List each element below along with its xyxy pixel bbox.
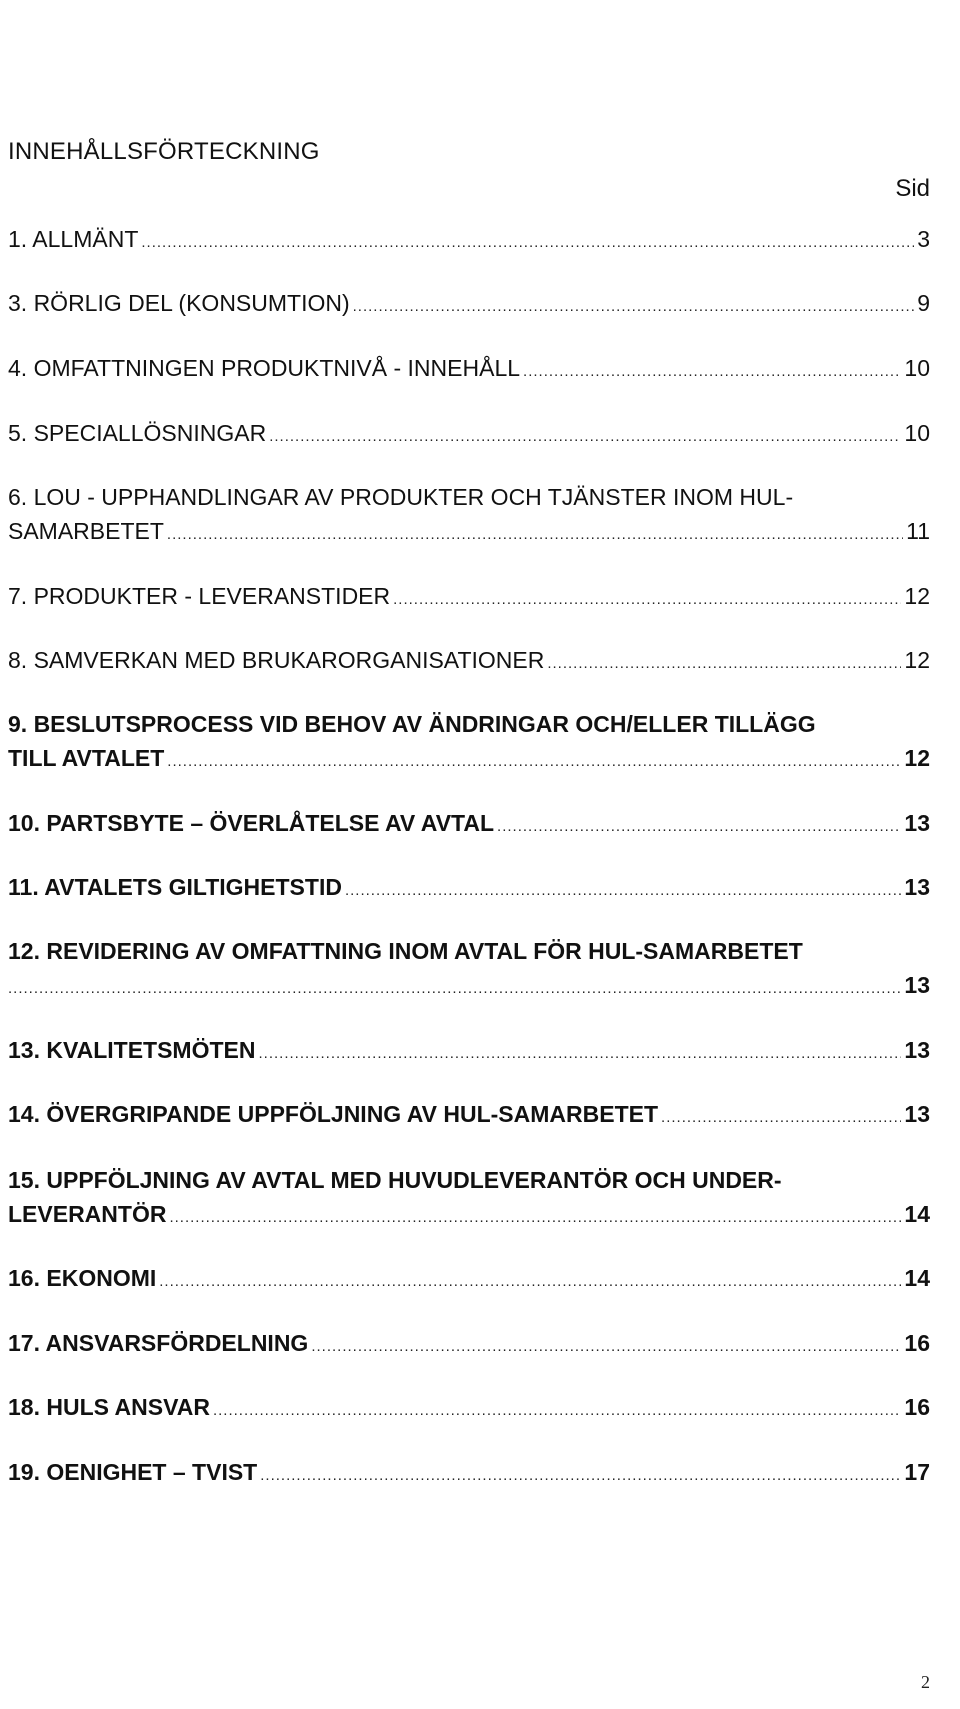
toc-entry-label: 17. ANSVARSFÖRDELNING (8, 1330, 309, 1356)
dot-leader (345, 874, 901, 908)
toc-entry-page: 12 (904, 583, 930, 609)
toc-entry-8[interactable] (8, 643, 930, 677)
toc-entry-label: 7. PRODUKTER - LEVERANSTIDER (8, 583, 391, 609)
toc-entry-19[interactable] (8, 1455, 930, 1489)
toc-entry-label: 3. RÖRLIG DEL (KONSUMTION) (8, 290, 350, 316)
dot-leader (8, 972, 901, 1006)
dot-leader (661, 1101, 901, 1135)
dot-leader (497, 810, 901, 844)
toc-entry-first-line: 9. BESLUTSPROCESS VID BEHOV AV ÄNDRINGAR OCH/ELLER TILLÄGG (8, 711, 816, 737)
toc-entry-label: 5. SPECIALLÖSNINGAR (8, 420, 267, 446)
page-column-header: Sid (895, 175, 930, 202)
toc-entry-label: 1. ALLMÄNT (8, 226, 139, 252)
toc-entry-18[interactable] (8, 1390, 930, 1424)
toc-entry-label: 16. EKONOMI (8, 1265, 157, 1291)
toc-entry-page: 14 (904, 1201, 930, 1227)
toc-entry-page: 13 (904, 1101, 930, 1127)
toc-entry-page: 13 (904, 1037, 930, 1063)
dot-leader (311, 1330, 901, 1364)
toc-entry-1[interactable] (8, 222, 930, 256)
toc-entry-label: 18. HULS ANSVAR (8, 1394, 210, 1420)
toc-entry-first-line: 6. LOU - UPPHANDLINGAR AV PRODUKTER OCH TJÄNSTER INOM HUL- (8, 484, 794, 510)
toc-entry-page: 10 (904, 355, 930, 381)
dot-leader (523, 355, 901, 389)
dot-leader (353, 290, 915, 324)
toc-entry-page: 3 (917, 226, 930, 252)
toc-entry-5[interactable] (8, 416, 930, 450)
toc-entry-page: 12 (904, 745, 930, 771)
toc-entry-label: LEVERANTÖR (8, 1201, 167, 1227)
toc-entry-first-line: 15. UPPFÖLJNING AV AVTAL MED HUVUDLEVERANTÖR OCH UNDER- (8, 1167, 782, 1193)
dot-leader (259, 1037, 902, 1071)
toc-entry-label: 4. OMFATTNINGEN PRODUKTNIVÅ - INNEHÅLL (8, 355, 521, 381)
toc-entry-12[interactable] (8, 934, 930, 1002)
toc-entry-label: 14. ÖVERGRIPANDE UPPFÖLJNING AV HUL-SAMARBETET (8, 1101, 659, 1127)
toc-entry-page: 13 (904, 810, 930, 836)
dot-leader (269, 420, 901, 454)
toc-entry-label: 8. SAMVERKAN MED BRUKARORGANISATIONER (8, 647, 545, 673)
toc-entry-11[interactable] (8, 870, 930, 904)
toc-entry-17[interactable] (8, 1326, 930, 1360)
dot-leader (547, 647, 901, 681)
dot-leader (169, 1201, 901, 1235)
toc-entry-4[interactable] (8, 351, 930, 385)
toc-title: INNEHÅLLSFÖRTECKNING (8, 138, 320, 165)
toc-entry-label: 10. PARTSBYTE – ÖVERLÅTELSE AV AVTAL (8, 810, 495, 836)
dot-leader (141, 226, 914, 260)
toc-entry-13[interactable] (8, 1033, 930, 1067)
toc-entry-page: 16 (904, 1330, 930, 1356)
toc-entry-page: 12 (904, 647, 930, 673)
toc-entry-14[interactable] (8, 1097, 930, 1131)
toc-entry-6[interactable] (8, 480, 930, 548)
toc-entry-page: 11 (906, 518, 930, 544)
dot-leader (167, 518, 903, 552)
dot-leader (167, 745, 901, 779)
toc-entry-label: TILL AVTALET (8, 745, 165, 771)
toc-entry-7[interactable] (8, 579, 930, 613)
dot-leader (213, 1394, 901, 1428)
toc-entry-page: 13 (904, 972, 930, 998)
dot-leader (393, 583, 901, 617)
toc-entry-9[interactable] (8, 707, 930, 775)
toc-entry-label: 13. KVALITETSMÖTEN (8, 1037, 256, 1063)
toc-entry-3[interactable] (8, 286, 930, 320)
toc-entry-15[interactable] (8, 1163, 930, 1231)
toc-entry-label: 19. OENIGHET – TVIST (8, 1459, 258, 1485)
toc-entry-16[interactable] (8, 1261, 930, 1295)
toc-entry-10[interactable] (8, 806, 930, 840)
toc-entry-page: 14 (904, 1265, 930, 1291)
dot-leader (260, 1459, 901, 1493)
toc-entry-page: 13 (904, 874, 930, 900)
toc-entry-page: 16 (904, 1394, 930, 1420)
dot-leader (159, 1265, 901, 1299)
toc-entry-page: 17 (904, 1459, 930, 1485)
toc-entry-page: 10 (904, 420, 930, 446)
toc-entry-label: 11. AVTALETS GILTIGHETSTID (8, 874, 342, 900)
toc-entry-label: SAMARBETET (8, 518, 164, 544)
footer-page-number: 2 (921, 1672, 930, 1692)
toc-entry-page: 9 (917, 290, 930, 316)
toc-entry-first-line: 12. REVIDERING AV OMFATTNING INOM AVTAL FÖR HUL-SAMARBETET (8, 938, 803, 964)
